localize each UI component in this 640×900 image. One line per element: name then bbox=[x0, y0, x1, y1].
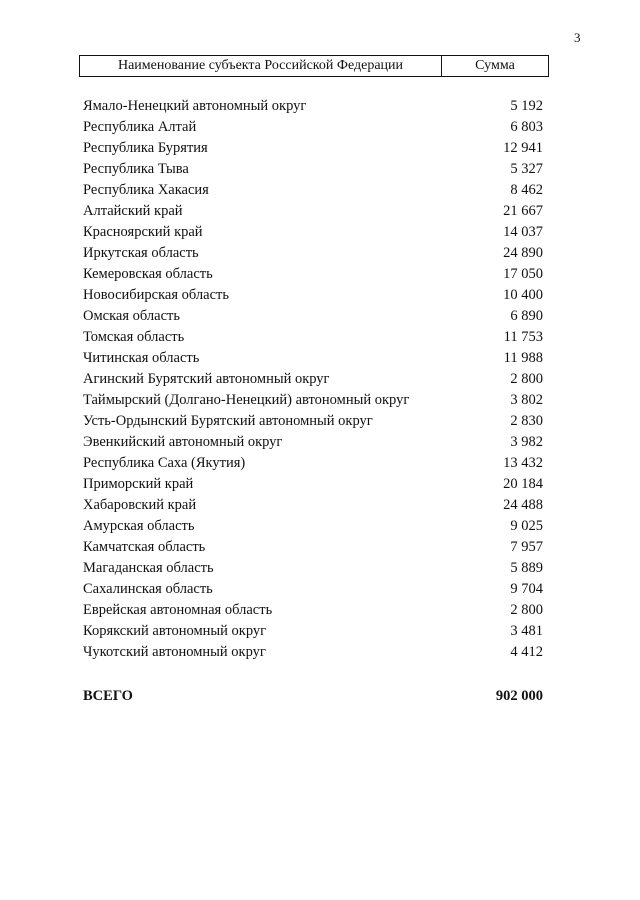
region-name: Омская область bbox=[83, 308, 180, 324]
region-name: Иркутская область bbox=[83, 245, 199, 261]
table-row bbox=[83, 327, 543, 348]
region-name: Приморский край bbox=[83, 476, 194, 492]
region-sum: 5 192 bbox=[510, 98, 543, 114]
region-name: Алтайский край bbox=[83, 203, 183, 219]
region-sum: 3 802 bbox=[510, 392, 543, 408]
table-row bbox=[83, 369, 543, 390]
region-sum: 11 988 bbox=[503, 350, 543, 366]
region-name: Усть-Ордынский Бурятский автономный округ bbox=[83, 413, 373, 429]
total-sum: 902 000 bbox=[495, 688, 543, 704]
region-sum: 2 800 bbox=[510, 602, 543, 618]
table-row bbox=[83, 516, 543, 537]
region-name: Ямало-Ненецкий автономный округ bbox=[83, 98, 307, 114]
table-row bbox=[83, 159, 543, 180]
region-sum: 5 889 bbox=[510, 560, 543, 576]
region-sum: 6 890 bbox=[510, 308, 543, 324]
table-row bbox=[83, 390, 543, 411]
table-row bbox=[83, 138, 543, 159]
region-sum: 24 890 bbox=[503, 245, 543, 261]
table-row bbox=[83, 201, 543, 222]
region-sum: 3 982 bbox=[510, 434, 543, 450]
region-sum: 6 803 bbox=[510, 119, 543, 135]
table-row bbox=[83, 348, 543, 369]
region-name: Сахалинская область bbox=[83, 581, 213, 597]
table-row bbox=[83, 264, 543, 285]
region-sum: 9 704 bbox=[510, 581, 543, 597]
table-body bbox=[83, 96, 543, 663]
table-row bbox=[83, 621, 543, 642]
table-row bbox=[83, 96, 543, 117]
table-row bbox=[83, 180, 543, 201]
region-sum: 4 412 bbox=[510, 644, 543, 660]
table-header bbox=[79, 55, 549, 77]
region-name: Республика Бурятия bbox=[83, 140, 208, 156]
region-name: Магаданская область bbox=[83, 560, 214, 576]
table-row bbox=[83, 642, 543, 663]
region-name: Читинская область bbox=[83, 350, 200, 366]
region-name: Республика Хакасия bbox=[83, 182, 209, 198]
table-row bbox=[83, 306, 543, 327]
table-row bbox=[83, 600, 543, 621]
region-name: Чукотский автономный округ bbox=[83, 644, 266, 660]
region-name: Новосибирская область bbox=[83, 287, 229, 303]
region-sum: 5 327 bbox=[510, 161, 543, 177]
table-row bbox=[83, 411, 543, 432]
region-sum: 2 800 bbox=[510, 371, 543, 387]
table-row bbox=[83, 474, 543, 495]
region-sum: 8 462 bbox=[510, 182, 543, 198]
total-label: ВСЕГО bbox=[83, 688, 133, 704]
table-row bbox=[83, 579, 543, 600]
table-row bbox=[83, 558, 543, 579]
region-name: Таймырский (Долгано-Ненецкий) автономный округ bbox=[83, 392, 410, 408]
table-row bbox=[83, 285, 543, 306]
region-sum: 17 050 bbox=[503, 266, 543, 282]
region-name: Кемеровская область bbox=[83, 266, 213, 282]
region-sum: 3 481 bbox=[510, 623, 543, 639]
table-row bbox=[83, 432, 543, 453]
page-number: 3 bbox=[574, 30, 581, 45]
region-sum: 12 941 bbox=[503, 140, 543, 156]
region-name: Корякский автономный округ bbox=[83, 623, 267, 639]
region-sum: 20 184 bbox=[503, 476, 543, 492]
region-name: Камчатская область bbox=[83, 539, 206, 555]
table-row bbox=[83, 495, 543, 516]
region-name: Еврейская автономная область bbox=[83, 602, 273, 618]
region-name: Республика Алтай bbox=[83, 119, 197, 135]
table-row bbox=[83, 222, 543, 243]
region-name: Республика Тыва bbox=[83, 161, 189, 177]
region-name: Эвенкийский автономный округ bbox=[83, 434, 283, 450]
region-name: Хабаровский край bbox=[83, 497, 197, 513]
region-sum: 2 830 bbox=[510, 413, 543, 429]
region-name: Томская область bbox=[83, 329, 185, 345]
column-header-sum: Сумма bbox=[475, 58, 515, 73]
table-row bbox=[83, 453, 543, 474]
region-name: Республика Саха (Якутия) bbox=[83, 455, 246, 471]
region-name: Агинский Бурятский автономный округ bbox=[83, 371, 330, 387]
region-sum: 9 025 bbox=[510, 518, 543, 534]
region-name: Красноярский край bbox=[83, 224, 203, 240]
table-row bbox=[83, 243, 543, 264]
column-header-name: Наименование субъекта Российской Федерации bbox=[80, 56, 442, 76]
region-sum: 14 037 bbox=[503, 224, 543, 240]
region-sum: 11 753 bbox=[503, 329, 543, 345]
region-name: Амурская область bbox=[83, 518, 195, 534]
region-sum: 7 957 bbox=[510, 539, 543, 555]
table-row bbox=[83, 537, 543, 558]
region-sum: 21 667 bbox=[503, 203, 543, 219]
region-sum: 24 488 bbox=[503, 497, 543, 513]
total-row bbox=[83, 688, 543, 705]
region-sum: 13 432 bbox=[503, 455, 543, 471]
region-sum: 10 400 bbox=[503, 287, 543, 303]
table-row bbox=[83, 117, 543, 138]
